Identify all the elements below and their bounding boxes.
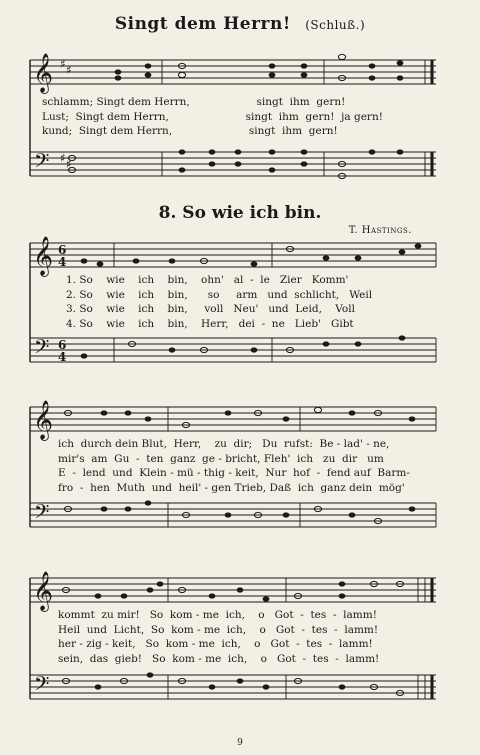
- lyric-line: 4. So wie ich bin, Herr, dei - ne Lieb' Gibt: [66, 317, 354, 330]
- lyric-line: Heil und Licht, So kom - me ich, o Got - tes - lamm!: [58, 623, 379, 636]
- svg-text:♯: ♯: [66, 63, 72, 77]
- title-subtitle: (Schluß.): [305, 18, 366, 32]
- lyric-line: ich durch dein Blut, Herr, zu dir; Du rufst: Be - lad' - ne,: [58, 438, 390, 450]
- lyrics-system-3: [58, 608, 379, 666]
- staff-treble-b: [30, 243, 436, 267]
- staff-bass-a: [30, 152, 436, 176]
- time-signature-top: 6: [58, 243, 67, 257]
- svg-text:♯: ♯: [60, 151, 66, 165]
- staff-bass-d: [30, 675, 436, 699]
- svg-text:𝄢: 𝄢: [34, 672, 50, 700]
- time-signature-bottom: 4: [58, 255, 67, 269]
- staff-treble-a: [30, 60, 436, 84]
- svg-text:4: 4: [58, 350, 67, 364]
- composer-name: T. Hastings.: [348, 225, 412, 236]
- lyric-line: E - lend und Klein - mü - thig - keit, Nur hof - fend auf Barm-: [58, 467, 410, 479]
- svg-text:♯: ♯: [66, 157, 72, 171]
- lyric-line: sein, das gieb! So kom - me ich, o Got - tes - lamm!: [58, 652, 380, 665]
- lyrics-system-2: [58, 437, 410, 495]
- lyric-line: 2. So wie ich bin, so arm und schlicht, Weil: [66, 288, 373, 301]
- lyric-line: kommt zu mir! So kom - me ich, o Got - tes - lamm!: [58, 609, 377, 621]
- treble-clef-icon: 𝄞: [33, 53, 54, 93]
- bass-clef-icon: 𝄢: [34, 149, 50, 177]
- lyrics-singt: [42, 95, 383, 139]
- lyric-line: fro - hen Muth und heil' - gen Trieb, Daß ich ganz dein mög': [58, 481, 405, 494]
- lyric-line: Lust; Singt dem Herrn, singt ihm gern! ja gern!: [42, 110, 383, 123]
- page-number: 9: [237, 738, 243, 748]
- svg-text:𝄞: 𝄞: [33, 400, 54, 440]
- svg-text:𝄞: 𝄞: [33, 236, 54, 276]
- lyric-line: kund; Singt dem Herrn, singt ihm gern!: [42, 125, 338, 137]
- lyrics-system-1: [66, 273, 372, 331]
- title-text: Singt dem Herrn!: [114, 14, 291, 34]
- sharp-icon: ♯: [60, 57, 66, 71]
- svg-text:𝄢: 𝄢: [34, 335, 50, 363]
- lyric-line: her - zig - keit, So kom - me ich, o Got - tes - lamm!: [58, 638, 373, 650]
- lyric-line: 1. So wie ich bin, ohn' al - le Zier Komm': [66, 274, 349, 286]
- staff-bass-b: [30, 338, 436, 362]
- svg-text:𝄢: 𝄢: [34, 500, 50, 528]
- lyric-line: 3. So wie ich bin, voll Neu' und Leid, Voll: [66, 303, 355, 315]
- hymn-title-so-wie: 8. So wie ich bin.: [158, 203, 322, 223]
- lyric-line: mir's am Gu - ten ganz ge - bricht, Fleh' ich zu dir um: [58, 452, 384, 465]
- note-heads: [62, 54, 421, 695]
- svg-text:𝄞: 𝄞: [33, 571, 54, 611]
- lyric-line: schlamm; Singt dem Herrn, singt ihm gern!: [42, 96, 346, 108]
- svg-text:6: 6: [58, 338, 67, 352]
